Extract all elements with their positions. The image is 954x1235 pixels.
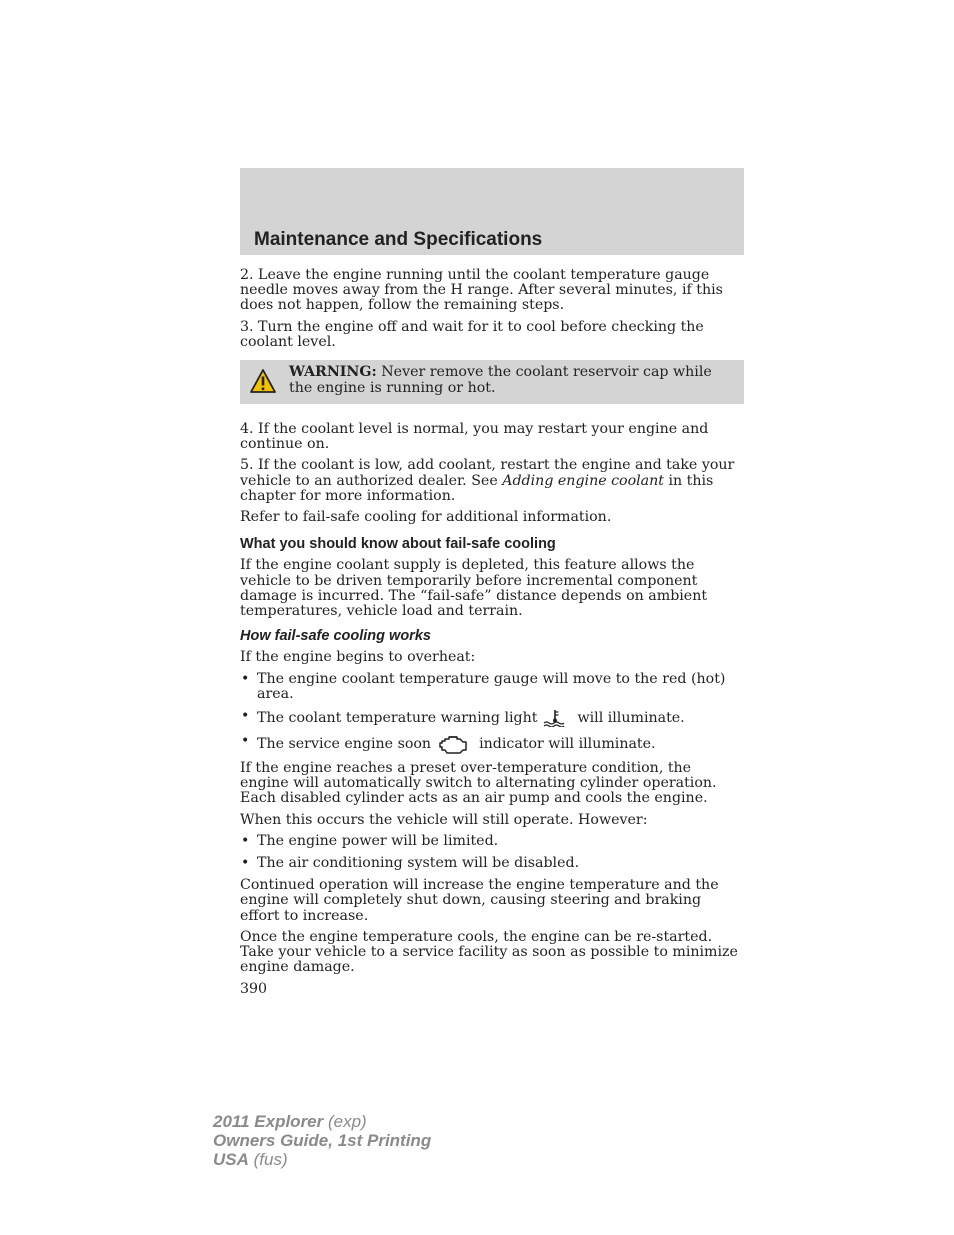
limitations-bullet-list: [240, 834, 744, 871]
list-item-text-end: will illuminate.: [577, 710, 685, 727]
paragraph-step-2: 2. Leave the engine running until the coolant temperature gauge needle moves away from the H range. After several minutes, if this does not happen, follow the remaining steps.: [240, 267, 723, 314]
paragraph-step-3: 3. Turn the engine off and wait for it to cool before checking the coolant level.: [240, 318, 704, 350]
document-footer: [213, 1112, 431, 1169]
footer-model: 2011 Explorer: [213, 1112, 324, 1131]
footer-model-code: (exp): [323, 1112, 367, 1131]
paragraph-over-temperature: If the engine reaches a preset over-temperature condition, the engine will automatically switch to alternating cylinder operation. Each disabled cylinder acts as an air pump and cools the engine.: [240, 760, 717, 807]
paragraph-still-operate: When this occurs the vehicle will still operate. However:: [240, 811, 648, 828]
heading-how-fail-safe-works: How fail-safe cooling works: [240, 628, 431, 645]
warning-triangle-icon: [249, 368, 277, 394]
list-item-text: The service engine soon: [257, 736, 432, 753]
paragraph-overheat-intro: If the engine begins to overheat:: [240, 649, 476, 666]
paragraph-restart: Once the engine temperature cools, the engine can be re-started. Take your vehicle to a service facility as soon as possible to minimize engine damage.: [240, 928, 738, 976]
footer-market-code: (fus): [248, 1150, 288, 1169]
paragraph-step-5: [240, 458, 744, 504]
footer-line-market: [213, 1150, 431, 1169]
list-item: • The engine coolant temperature gauge will move to the red (hot) area.: [240, 672, 744, 702]
warning-label: WARNING:: [289, 364, 377, 381]
section-header-band: [240, 168, 744, 255]
footer-line-model: [213, 1112, 431, 1131]
warning-text: Never remove the coolant reservoir cap while the engine is running or hot.: [289, 364, 712, 397]
paragraph-fail-safe-description: If the engine coolant supply is depleted, this feature allows the vehicle to be driven temporarily before incremental component damage is incurred. The “fail-safe” distance depends on ambient temperatures, vehicle load and terrain.: [240, 557, 708, 620]
step-5-text-end: in this chapter for more information.: [240, 472, 714, 504]
page-content: [240, 268, 744, 997]
coolant-temperature-icon: [543, 709, 567, 727]
footer-market: USA: [213, 1150, 249, 1169]
list-item: [240, 709, 744, 727]
overheat-bullet-list: [240, 672, 744, 754]
step-5-text: 5. If the coolant is low, add coolant, restart the engine and take your vehicle to an authorized dealer. See: [240, 457, 735, 489]
adding-engine-coolant-reference: Adding engine coolant: [502, 472, 664, 489]
paragraph-continued-operation: Continued operation will increase the engine temperature and the engine will completely shut down, causing steering and braking effort to increase.: [240, 877, 719, 924]
page-number: 390: [240, 980, 268, 997]
list-item: [240, 734, 744, 754]
list-item: • The air conditioning system will be disabled.: [240, 856, 744, 871]
warning-box: [240, 360, 744, 404]
paragraph-refer: Refer to fail-safe cooling for additional information.: [240, 509, 612, 526]
list-item: • The engine power will be limited.: [240, 834, 744, 849]
list-item-text-end: indicator will illuminate.: [479, 736, 656, 753]
section-title: Maintenance and Specifications: [254, 229, 543, 250]
list-item-text: The coolant temperature warning light: [257, 710, 538, 727]
engine-icon: [437, 734, 469, 754]
paragraph-step-4: 4. If the coolant level is normal, you may restart your engine and continue on.: [240, 421, 709, 453]
heading-fail-safe-cooling: What you should know about fail-safe cooling: [240, 536, 556, 553]
footer-line-guide: Owners Guide, 1st Printing: [213, 1131, 432, 1150]
